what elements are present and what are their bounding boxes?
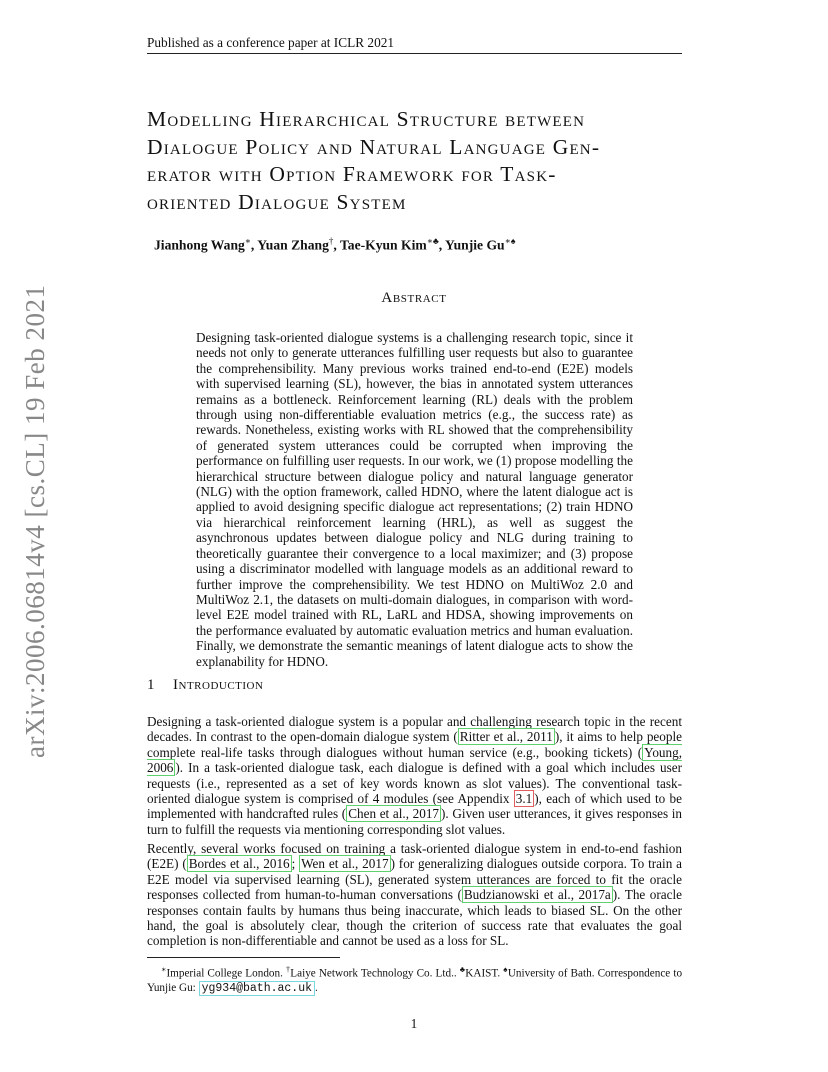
- footnote-rule: [147, 957, 340, 958]
- venue-header: Published as a conference paper at ICLR 2021: [147, 35, 395, 50]
- footnote-mark: †: [285, 965, 291, 974]
- paragraph-text: ) for generalizing dialogues outside corpora. To train a E2E model via supervised learning (SL), generated system utterances are forced to fit the oracle responses collected from human-to-human conversations (: [147, 856, 682, 903]
- paper-title: [147, 106, 692, 216]
- abstract-body: Designing task-oriented dialogue systems is a challenging research topic, since it needs not only to generate utterances fulfilling user requests but also to guarantee the comprehensibility. Many previous works trained end-to-end (E2E) models with supervised learning (SL), however, the bias in annotated system utterances remains as a bottleneck. Reinforcement learning (RL) deals with the problem through using non-differentiable evaluation metrics (e.g., the success rate) as rewards. Nonetheless, existing works with RL showed that the comprehensibility of generated system utterances could be corrupted when improving the performance on fulfilling user requests. In our work, we (1) propose modelling the hierarchical structure between dialogue policy and natural language generator (NLG) with the option framework, called HDNO, where the latent dialogue act is applied to avoid designing specific dialogue act representations; (2) train HDNO via hierarchical reinforcement learning (HRL), as well as suggest the asynchronous updates between dialogue policy and NLG during training to theoretically guarantee their convergence to a local maximizer; and (3) propose using a discriminator modelled with language models as an additional reward to further improve the comprehensibility. We test HDNO on MultiWoz 2.0 and MultiWoz 2.1, the datasets on multi-domain dialogues, in comparison with word-level E2E model trained with RL, LaRL and HDSA, showing improvements on the performance evaluated by automatic evaluation metrics and human evaluation. Finally, we demonstrate the semantic meanings of latent dialogue acts to show the explanability for HDNO.: [196, 330, 633, 669]
- citation-link[interactable]: Wen et al., 2017: [301, 856, 389, 872]
- affiliation-mark: ∗♠: [504, 236, 516, 246]
- citation-link[interactable]: Chen et al., 2017: [348, 806, 440, 822]
- footnote-text: University of Bath. Correspondence to Yunjie Gu:: [147, 967, 683, 994]
- paragraph-text: ). The oracle responses contain faults by humans thus being inaccurate, which leads to biased SL. On the other hand, the goal is absolutely clear, though the criterion of success rate that evaluates the goal completion is non-differentiable and cannot be used as a loss for SL.: [147, 887, 682, 949]
- paragraph-text: Designing a task-oriented dialogue system is a popular and challenging research topic in the recent decades. In contrast to the open-domain dialogue system (: [147, 714, 682, 745]
- paragraph-text: ;: [291, 856, 300, 872]
- footnote-mark: ♠: [503, 965, 508, 974]
- citation-link[interactable]: Ritter et al., 2011: [459, 729, 553, 745]
- abstract-heading: Abstract: [381, 290, 447, 306]
- footnote-mark: ♣: [459, 965, 466, 974]
- paragraph-text: ). Given user utterances, it gives responses in turn to fulfill the requests via mentioning corresponding slot values.: [147, 806, 682, 837]
- header-rule: [147, 53, 682, 54]
- citation-link[interactable]: Bordes et al., 2016: [188, 856, 290, 872]
- paragraph-text: Recently, several works focused on training a task-oriented dialogue system in end-to-end fashion (E2E) (: [147, 841, 682, 872]
- author-name: Yunjie Gu: [445, 237, 505, 253]
- intro-paragraph-2: [147, 841, 682, 949]
- title-line: Modelling Hierarchical Structure between: [147, 107, 586, 131]
- footnote-text: .: [315, 981, 318, 994]
- intro-paragraph-1: [147, 714, 682, 837]
- paragraph-text: ), it aims to help people complete real-life tasks through dialogues without human service (e.g., booking tickets) (: [147, 729, 682, 760]
- affiliation-mark: †: [328, 236, 334, 246]
- author-list: Jianhong Wang∗, Yuan Zhang†, Tae-Kyun Kim∗♣, Yunjie Gu∗♠: [154, 236, 516, 253]
- affiliation-mark: ∗♣: [426, 236, 439, 246]
- author-name: Tae-Kyun Kim: [339, 237, 427, 253]
- arxiv-stamp: arXiv:2006.06814v4 [cs.CL] 19 Feb 2021: [20, 284, 50, 758]
- citation-link[interactable]: Young, 2006: [147, 744, 682, 776]
- citation-link[interactable]: Budzianowski et al., 2017a: [463, 887, 611, 903]
- appendix-ref-link[interactable]: 3.1: [515, 791, 533, 807]
- title-line: erator with Option Framework for Task-: [147, 162, 557, 186]
- section-title: Introduction: [173, 677, 264, 693]
- footnote: [147, 963, 682, 995]
- email-link[interactable]: yg934@bath.ac.uk: [199, 981, 315, 996]
- author-name: Yuan Zhang: [257, 237, 329, 253]
- footnote-mark: ∗: [161, 965, 167, 974]
- affiliation-mark: ∗: [244, 236, 251, 246]
- title-line: oriented Dialogue System: [147, 189, 407, 214]
- footnote-text: KAIST.: [465, 967, 504, 980]
- paragraph-text: ). In a task-oriented dialogue task, each dialogue is defined with a goal which includes user requests (i.e., represented as a set of key words known as slot values). The conventional task-oriented dialogue system is comprised of 4 modules (see Appendix: [147, 760, 682, 807]
- footnote-text: Laiye Network Technology Co. Ltd..: [290, 967, 460, 980]
- footnote-text: Imperial College London.: [166, 967, 286, 980]
- author-name: Jianhong Wang: [154, 237, 245, 253]
- title-line: Dialogue Policy and Natural Language Gen-: [147, 134, 601, 159]
- section-heading: [147, 677, 263, 694]
- section-number: 1: [147, 677, 155, 693]
- paragraph-text: ), each of which used to be implemented with handcrafted rules (: [147, 791, 682, 822]
- page-number: 1: [410, 1016, 418, 1031]
